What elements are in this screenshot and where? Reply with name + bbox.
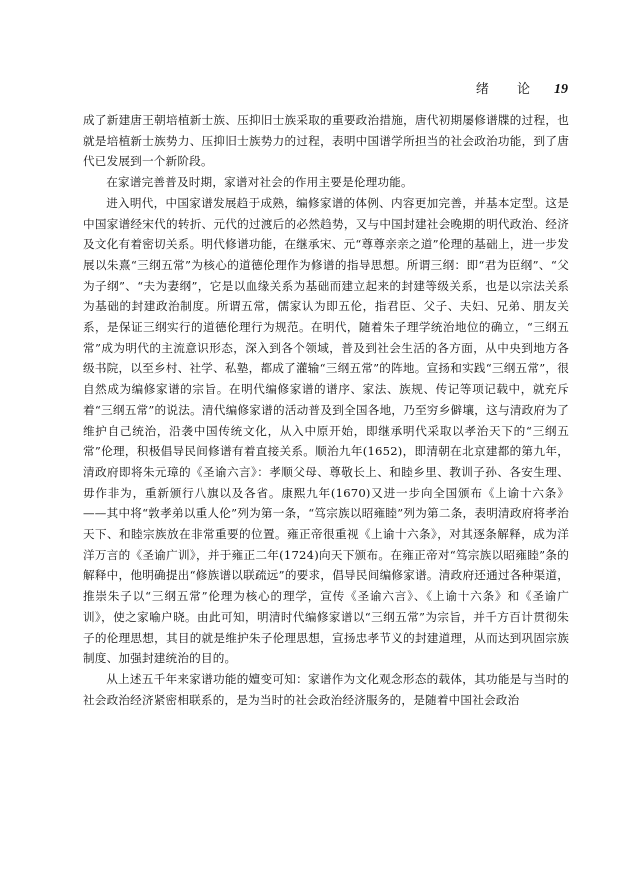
paragraph-ming-qing: 进入明代，中国家谱发展趋于成熟，编修家谱的体例、内容更加完善，并基本定型。这是中国家谱经宋代的转折、元代的过渡后的必然趋势，又与中国封建社会晚期的明代政治、经济及文化有着密切关系。明代修谱功能，在继承宋、元“尊尊亲亲之道”伦理的基础上，进一步发展以朱熹“三纲五常”为核心的道德伦理作为修谱的指导思想。所谓三纲：即“君为臣纲”、“父为子纲”、“夫为妻纲”，它是以血缘关系为基础而建立起来的封建等级关系，也是以宗法关系为基础的封建政治制度。所谓五常，儒家认为即五伦，指君臣、父子、夫妇、兄弟、朋友关系，是保证三纲实行的道德伦理行为规范。在明代，随着朱子理学统治地位的确立，“三纲五常”成为明代的主流意识形态，深入到各个领域，普及到社会生活的各方面，从中央到地方各级书院，以至乡村、社学、私塾，都成了灌输“三纲五常”的阵地。宣扬和实践“三纲五常”，很自然成为编修家谱的宗旨。在明代编修家谱的谱序、家法、族规、传记等项记载中，就充斥着“三纲五常”的说法。清代编修家谱的活动普及到全国各地，乃至穷乡僻壤，这与清政府为了维护自己统治，沿袭中国传统文化，从入中原开始，即继承明代采取以孝治天下的“三纲五常”伦理，积极倡导民间修谱有着直接关系。顺治九年(1652)，即清朝在北京建都的第九年，清政府即将朱元璋的《圣谕六言》：孝顺父母、尊敬长上、和睦乡里、教训子孙、各安生理、毋作非为，重新颁行八旗以及各省。康熙九年(1670)又进一步向全国颁布《上谕十六条》——其中将“敦孝弟以重人伦”列为第一条，“笃宗族以昭雍睦”列为第二条，表明清政府将孝治天下、和睦宗族放在非常重要的位置。雍正帝很重视《上谕十六条》，对其逐条解释，成为洋洋万言的《圣谕广训》，并于雍正二年(1724)向天下颁布。在雍正帝对“笃宗族以昭雍睦”条的解释中，他明确提出“修族谱以联疏远”的要求，倡导民间编修家谱。清政府还通过各种渠道，推崇朱子以“三纲五常”伦理为核心的理学，宣传《圣谕六言》、《上谕十六条》和《圣谕广训》，使之家喻户晓。由此可知，明清时代编修家谱以“三纲五常”为宗旨，并千方百计贯彻朱子的伦理思想，其目的就是维护朱子伦理思想，宣扬忠孝节义的封建道理，从而达到巩固宗族制度、加强封建统治的目的。 [83,195,569,666]
paragraph-continuation: 成了新建唐王朝培植新士族、压抑旧士族采取的重要政治措施，唐代初期屡修谱牒的过程，也就是培植新士族势力、压抑旧士族势力的过程，表明中国谱学所担当的社会政治功能，到了唐代已发展到一个新阶段。 [83,113,569,169]
paragraph-summary: 从上述五千年来家谱功能的嬗变可知：家谱作为文化观念形态的载体，其功能是与当时的社会政治经济紧密相联系的，是为当时的社会政治经济服务的，是随着中国社会政治 [83,671,569,707]
section-title: 绪 论 [475,82,542,97]
page-number: 19 [554,82,568,97]
running-header [476,78,568,98]
paragraph-ethics-function: 在家谱完善普及时期，家谱对社会的作用主要是伦理功能。 [106,175,413,190]
body-text [83,110,569,710]
